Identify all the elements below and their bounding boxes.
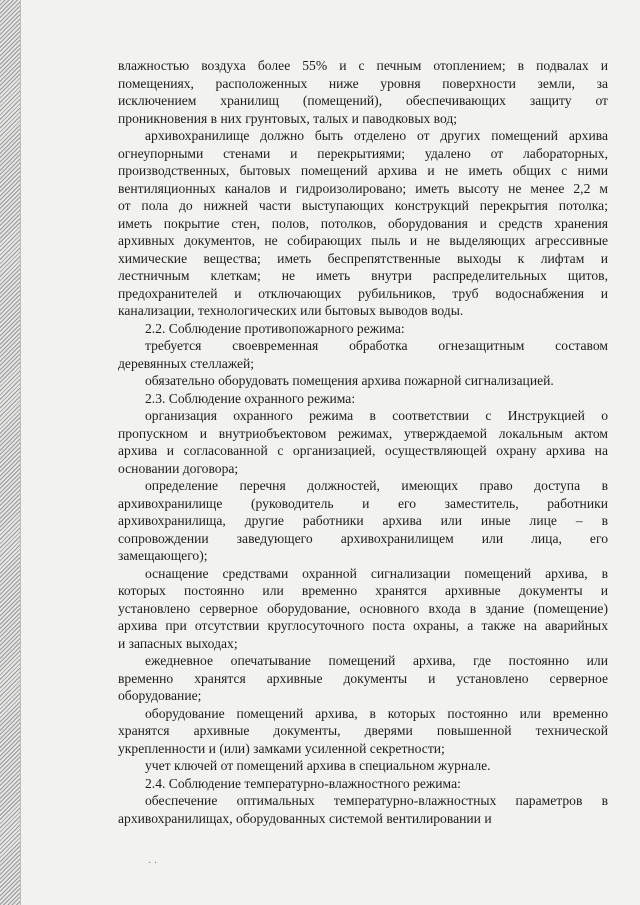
document-line: обязательно оборудовать помещения архива пожарной сигнализацией.	[145, 373, 554, 388]
document-line: влажностью воздуха более 55% и с печным отоплением; в подвалах и	[118, 58, 608, 73]
scan-binding-strip	[0, 0, 21, 905]
document-body	[118, 57, 608, 827]
document-line: замещающего);	[118, 548, 208, 563]
document-line: организация охранного режима в соответствии с Инструкцией о	[145, 408, 608, 423]
document-line: исключением хранилищ (помещений), обеспечивающих защиту от	[118, 93, 608, 108]
document-line: 2.4. Соблюдение температурно-влажностного режима:	[145, 775, 461, 791]
document-line: которых постоянно или временно хранятся архивные документы и	[118, 583, 608, 598]
document-line: от пола до нижней части выступающих конструкций перекрытия потолка;	[118, 198, 608, 213]
document-line: ежедневное опечатывание помещений архива, где постоянно или	[145, 653, 608, 668]
document-line: оборудование помещений архива, в которых постоянно или временно	[145, 705, 608, 721]
document-line: канализации, технологических или бытовых выводов воды.	[118, 303, 464, 318]
document-line: иметь покрытие стен, полов, потолков, оборудования и средств хранения	[118, 215, 608, 231]
document-line: архивохранилище (руководитель и его заместитель, работники	[118, 495, 608, 511]
document-line: установлено серверное оборудование, основного входа в здание (помещение)	[118, 600, 608, 616]
document-line: архива при отсутствии круглосуточного поста охраны, а также на аварийных	[118, 618, 608, 633]
document-line: учет ключей от помещений архива в специальном журнале.	[145, 758, 491, 773]
document-line: проникновения в них грунтовых, талых и паводковых вод;	[118, 110, 458, 126]
document-line: обеспечение оптимальных температурно-влажностных параметров в	[145, 793, 608, 808]
document-line: временно хранятся архивные документы и установлено серверное	[118, 670, 608, 686]
document-line: пропускном и внутриобъектовом режимах, утверждаемой локальным актом	[118, 425, 608, 441]
document-line: укрепленности и (или) замками усиленной секретности;	[118, 740, 445, 756]
document-line: хранятся архивные документы, дверями повышенной технической	[118, 723, 608, 738]
document-line: лестничным клеткам; не иметь внутри распределительных щитов,	[118, 268, 608, 283]
document-line: и запасных выходах;	[118, 635, 238, 651]
page-footnote: · ·	[148, 858, 158, 869]
document-line: архивохранилище должно быть отделено от других помещений архива	[145, 128, 608, 143]
document-line: помещениях, расположенных ниже уровня поверхности земли, за	[118, 75, 608, 91]
document-line: деревянных стеллажей;	[118, 355, 255, 371]
document-line: архивных документов, не собирающих пыль и не выделяющих агрессивные	[118, 233, 608, 248]
document-line: предохранителей и отключающих рубильников, труб водоснабжения и	[118, 285, 608, 301]
document-line: определение перечня должностей, имеющих право доступа в	[145, 478, 608, 493]
document-line: огнеупорными стенами и перекрытиями; удалено от лабораторных,	[118, 145, 608, 161]
document-line: химические вещества; иметь беспрепятственные выходы к лифтам и	[118, 250, 608, 266]
document-line: оборудование;	[118, 688, 202, 703]
document-line: архивохранилища, другие работники архива или иные лице – в	[118, 513, 608, 528]
document-line: архива и согласованной с организацией, осуществляющей охрану архива на	[118, 443, 608, 458]
document-line: архивохранилищах, оборудованных системой вентилировании и	[118, 810, 492, 826]
document-line: производственных, бытовых помещений архива и не иметь общих с ними	[118, 163, 608, 178]
document-line: 2.2. Соблюдение противопожарного режима:	[145, 320, 405, 336]
document-line: оснащение средствами охранной сигнализации помещений архива, в	[145, 565, 608, 581]
document-line: 2.3. Соблюдение охранного режима:	[145, 390, 356, 406]
document-line: сопровождении заведующего архивохранилищем или лица, его	[118, 530, 608, 546]
document-line: основании договора;	[118, 460, 239, 476]
document-line: требуется своевременная обработка огнезащитным составом	[145, 338, 608, 353]
document-line: вентиляционных каналов и гидроизолировано; иметь высоту не менее 2,2 м	[118, 180, 608, 196]
